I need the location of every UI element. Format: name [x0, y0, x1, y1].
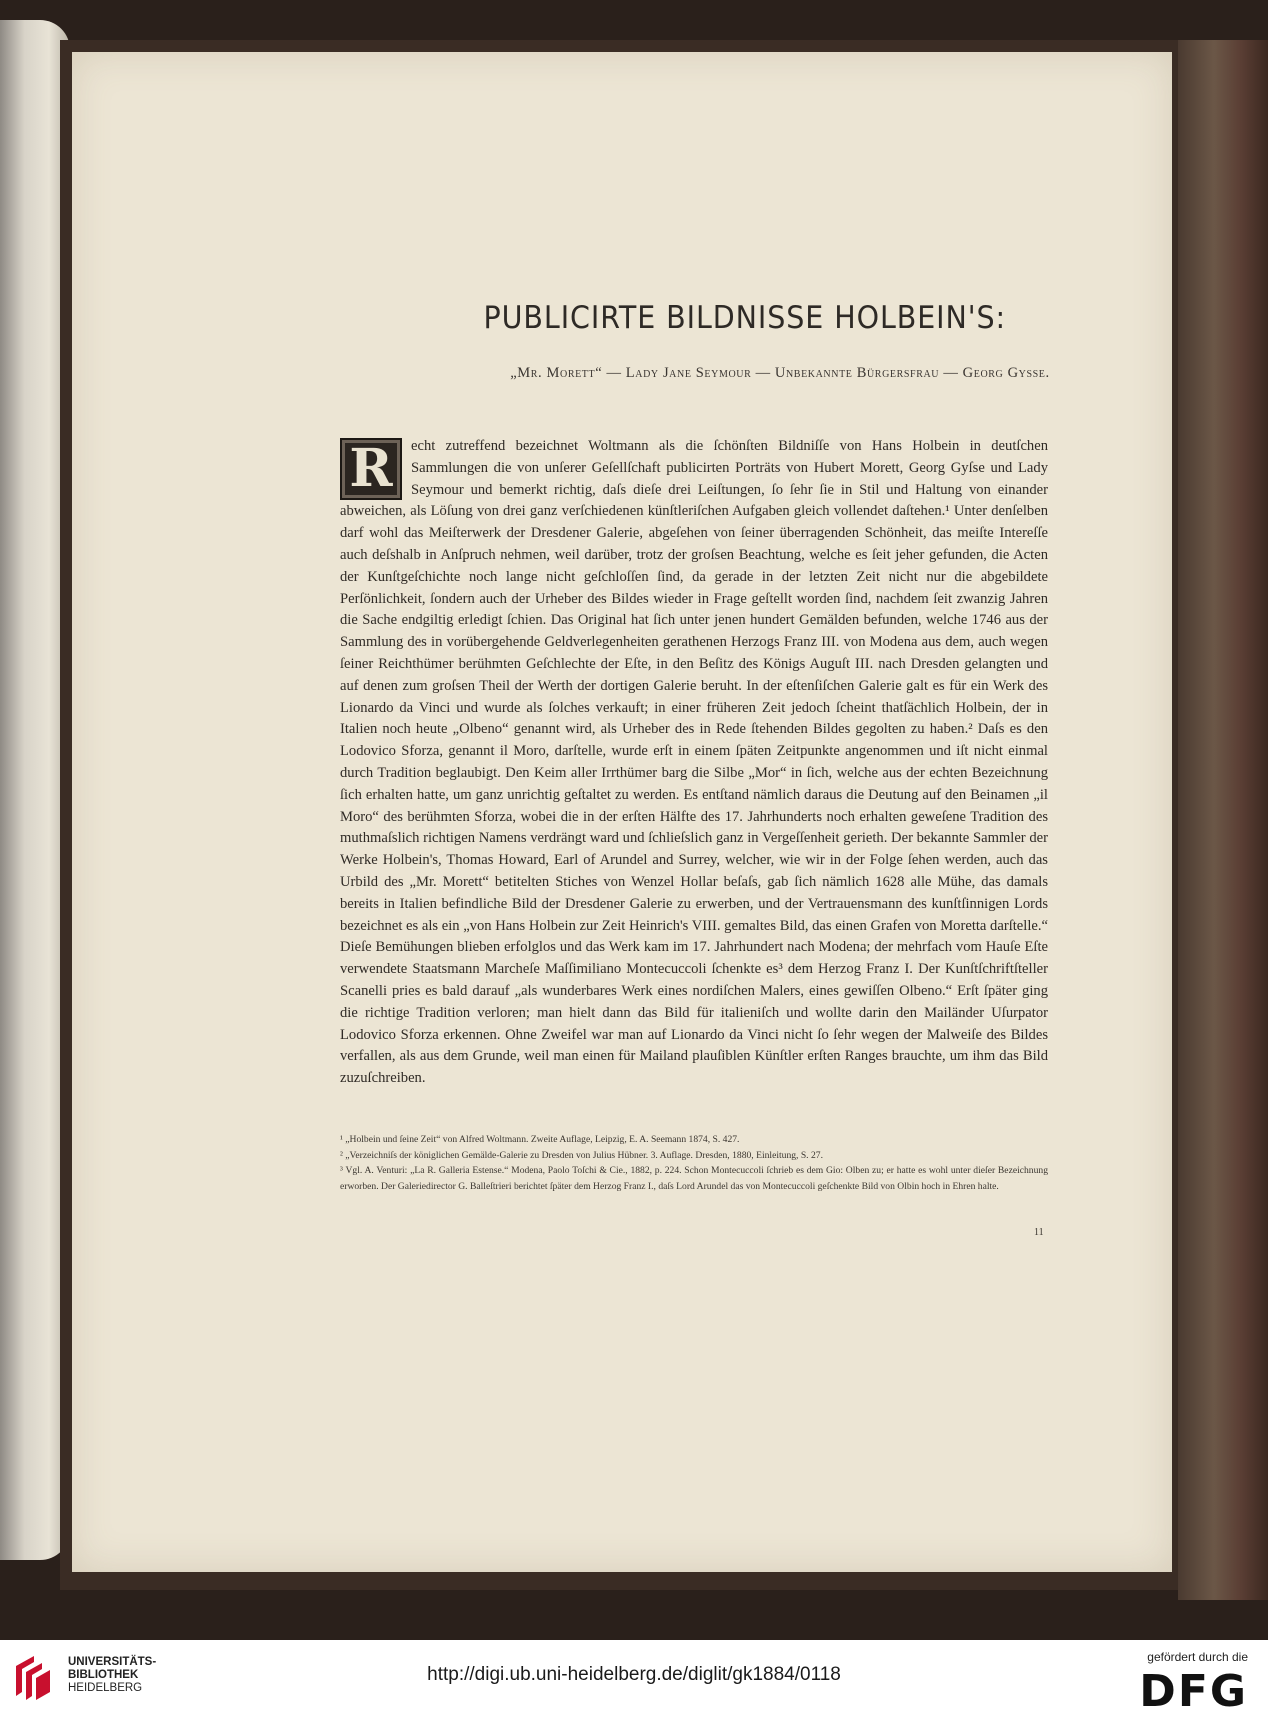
footnote-2: ² „Verzeichniſs der königlichen Gemälde-Galerie zu Dresden von Julius Hübner. 3. Auflage. Dresden, 1880, Einleitung, S. 27. [340, 1149, 823, 1161]
decorative-initial: R [340, 438, 402, 500]
funding-label: gefördert durch die [1147, 1650, 1248, 1664]
library-name-line-2: BIBLIOTHEK [68, 1669, 139, 1681]
dfg-logo[interactable]: DFG [1139, 1666, 1248, 1717]
page-number: 11 [1034, 1227, 1044, 1238]
permalink-url[interactable]: http://digi.ub.uni-heidelberg.de/diglit/gk1884/0118 [427, 1664, 841, 1685]
page-title: PUBLICIRTE BILDNISSE HOLBEIN'S: [483, 300, 1007, 336]
footnote-1: ¹ „Holbein und ſeine Zeit“ von Alfred Woltmann. Zweite Auflage, Leipzig, E. A. Seemann 1874, S. 427. [340, 1134, 740, 1145]
page-subtitle: „Mr. Morett“ — Lady Jane Seymour — Unbekannte Bürgersfrau — Georg Gysse. [510, 365, 1050, 381]
footer-banner [0, 1640, 1268, 1729]
body-text [340, 436, 1048, 1090]
library-name-line-1: UNIVERSITÄTS- [68, 1656, 157, 1668]
body-paragraph: echt zutreffend bezeichnet Woltmann als die ſchönſten Bildniſſe von Hans Holbein in deutſchen Sammlungen die von unſerer Geſellſchaft publicirten Porträts von Hubert Morett, Georg Gyſse und Lady Seymour und bemerkt richtig, daſs dieſe drei Leiſtungen, ſo ſehr ſie in Stil und Haltung von einander abweichen, als Löſung von drei ganz verſchiedenen künſtleriſchen Aufgaben gleich vollendet daſtehen.¹ Unter denſelben darf wohl das Meiſterwerk der Dresdener Galerie, abgeſehen von ſeiner überragenden Schönheit, das meiſte Intereſſe auch deſshalb in Anſpruch nehmen, weil darüber, trotz der groſsen Beachtung, welche es ſeit jeher gefunden, die Acten der Kunſtgeſchichte noch lange nicht geſchloſſen ſind, da gerade in der letzten Zeit nicht nur die abgebildete Perſönlichkeit, ſondern auch der Urheber des Bildes wieder in Frage geſtellt worden ſind, nachdem ſeit zwanzig Jahren die Sache endgiltig erledigt ſchien. Das Original hat ſich unter jenen hundert Gemälden befunden, welche 1746 aus der Sammlung des in vorübergehende Geldverlegenheiten gerathenen Herzogs Franz III. von Modena aus dem, auch wegen ſeiner Reichthümer berühmten Geſchlechte der Eſte, in den Beſitz des Königs Auguſt III. nach Dresden gelangten und auf denen zum groſsen Theil der Werth der dortigen Galerie beruht. In der eſtenſiſchen Galerie galt es für ein Werk des Lionardo da Vinci und wurde als ſolches verkauft; in einer früheren Zeit jedoch ſcheint thatſächlich Holbein, der in Italien noch heute „Olbeno“ genannt wird, als Urheber des in Rede ſtehenden Bildes gegolten zu haben.² Daſs es den Lodovico Sforza, genannt il Moro, darſtelle, wurde erſt in einem ſpäten Zeitpunkte angenommen und iſt nicht einmal durch Tradition beglaubigt. Den Keim aller Irrthümer barg die Silbe „Mor“ in ſich, welche aus der echten Bezeichnung ſich erhalten hatte, um ganz unrichtig geſtaltet zu werden. Es entſtand nämlich daraus die Deutung auf den Beinamen „il Moro“ des berühmten Sforza, wobei die in der erſten Hälfte des 17. Jahrhunderts noch erhalten geweſene Tradition des muthmaſslich richtigen Namens verdrängt ward und ſchlieſslich ganz in Vergeſſenheit gerieth. Der bekannte Sammler der Werke Holbein's, Thomas Howard, Earl of Arundel and Surrey, welcher, wie wir in der Folge ſehen werden, auch das Urbild des „Mr. Morett“ betitelten Stiches von Wenzel Hollar beſaſs, gab ſich nämlich 1628 alle Mühe, das damals bereits in Italien befindliche Bild der Dresdener Galerie zu erwerben, und der Vertrauensmann des kunſtſinnigen Lords bezeichnet es als ein „von Hans Holbein zur Zeit Heinrich's VIII. gemaltes Bild, das einen Grafen von Moretta darſtelle.“ Dieſe Bemühungen blieben erfolglos und das Werk kam im 17. Jahrhundert nach Modena; der mehrfach vom Hauſe Eſte verwendete Staatsmann Marcheſe Maſſimiliano Montecuccoli ſchenkte es³ dem Herzog Franz I. Der Kunſtſchriftſteller Scanelli pries es bald darauf „als wunderbares Werk eines nordiſchen Malers, eines gewiſſen Olbeno.“ Erſt ſpäter ging die richtige Tradition verloren; man hielt dann das Bild für italieniſch und wollte darin den Mailänder Uſurpator Lodovico Sforza erkennen. Ohne Zweifel war man auf Lionardo da Vinci nicht ſo ſehr wegen der Malweiſe des Bildes verfallen, als aus dem Grunde, weil man einen für Mailand plauſiblen Künſtler erſten Ranges brauchte, um ihm das Bild zuzuſchreiben. [340, 438, 1048, 1087]
footnotes [340, 1132, 1048, 1194]
footnote-3: ³ Vgl. A. Venturi: „La R. Galleria Estense.“ Modena, Paolo Toſchi & Cie., 1882, p. 224. Schon Montecuccoli ſchrieb es dem Gio: Olben zu; er hatte es wohl unter dieſer Bezeichnung erworben. Der Galeriedirector G. Balleſtrieri berichtet ſpäter dem Herzog Franz I., daſs Lord Arundel das von Montecuccoli geſchenkte Bild von Olbin hoch in Ehren halte. [340, 1165, 1048, 1192]
book-page [72, 52, 1172, 1572]
book-spine-right [1178, 40, 1268, 1600]
library-name-line-3: HEIDELBERG [68, 1682, 143, 1694]
